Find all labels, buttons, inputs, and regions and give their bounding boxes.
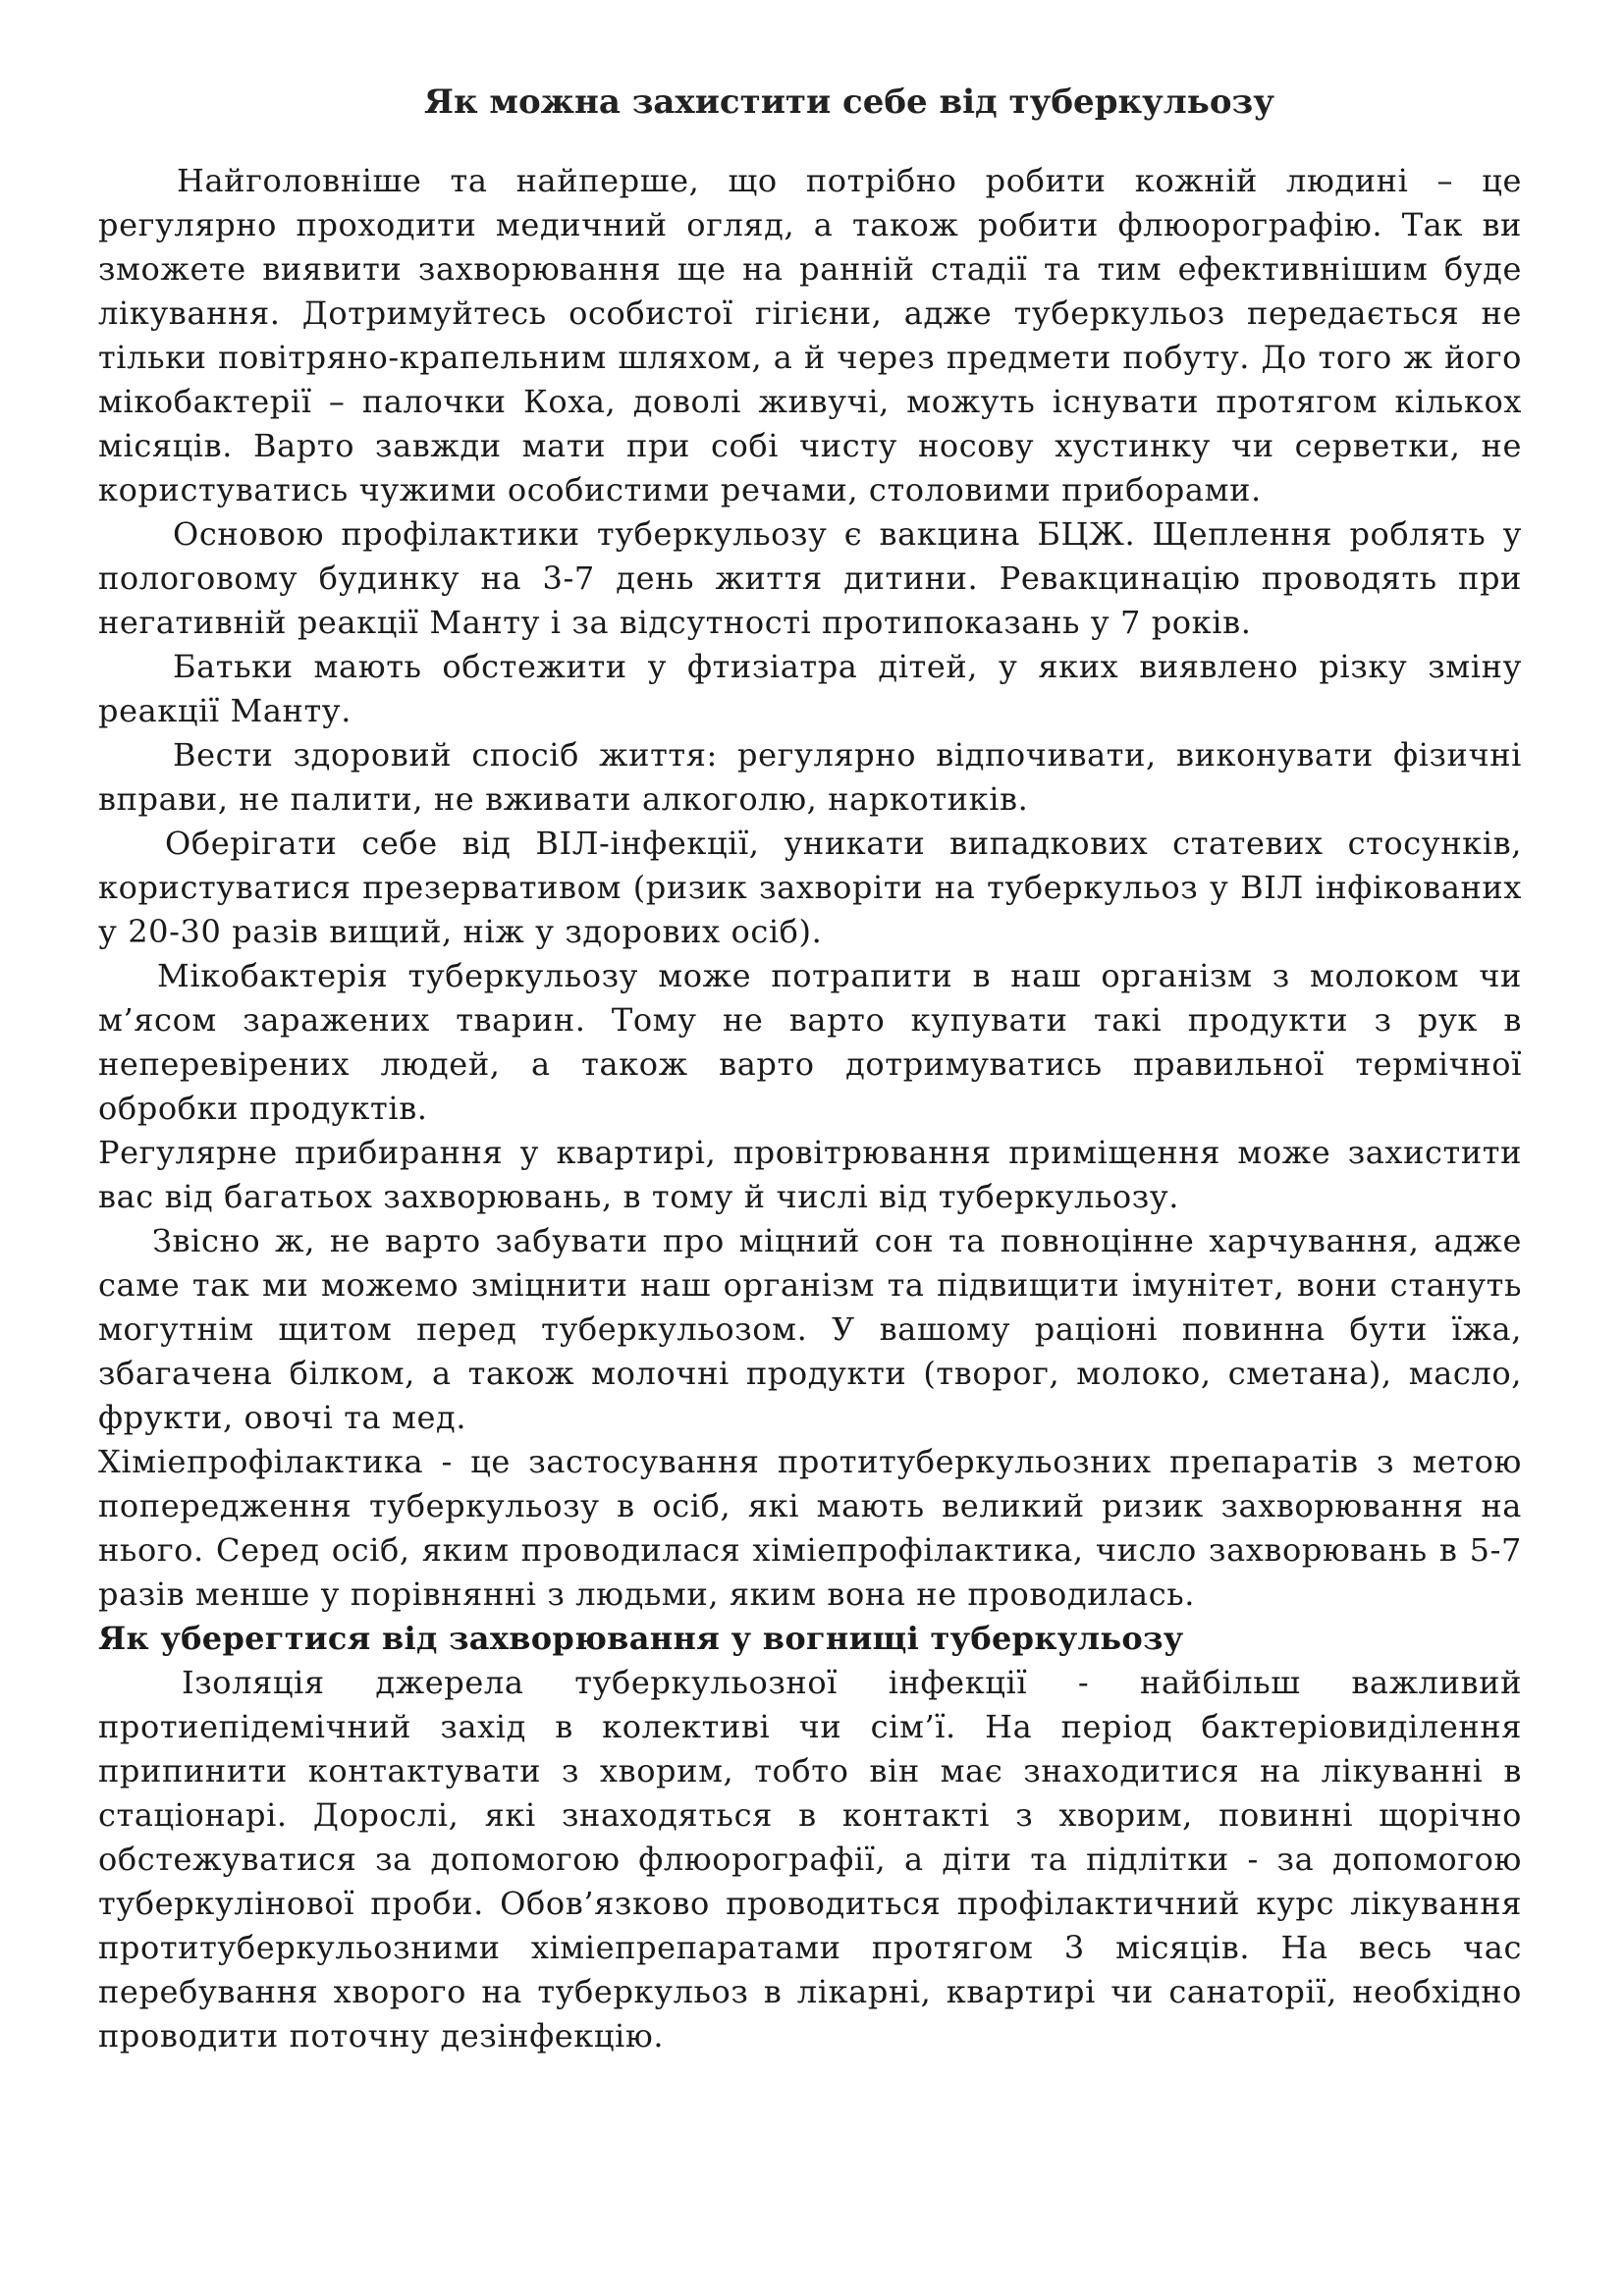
paragraph-cleaning: Регулярне прибирання у квартирі, провітрювання приміщення може захистити вас від багатьох захворювань, в тому й числі від туберкульозу. bbox=[98, 1134, 1522, 1215]
paragraph-chemoprophylaxis: Хіміепрофілактика - це застосування протитуберкульозних препаратів з метою попередження туберкульозу в осіб, які мають великий ризик захворювання на нього. Серед осіб, яким проводилася хіміепрофілактика, число захворювань в 5-7 разів менше у порівнянні з людьми, яким вона не проводилась. bbox=[98, 1443, 1522, 1613]
paragraph-bcg-vaccine: Основою профілактики туберкульозу є вакцина БЦЖ. Щеплення роблять у пологовому будинку на 3-7 день життя дитини. Ревакцинацію проводять при негативній реакції Манту і за відсутності протипоказань у 7 років. bbox=[98, 515, 1522, 641]
paragraph-general-prevention: Найголовніше та найперше, що потрібно робити кожній людині – це регулярно проходити медичний огляд, а також робити флюорографію. Так ви зможете виявити захворювання ще на ранній стадії та тим ефективнішим буде лікування. Дотримуйтесь особистої гігієни, адже туберкульоз передається не тільки повітряно-крапельним шляхом, а й через предмети побуту. До того ж його мікобактерії – палочки Коха, доволі живучі, можуть існувати протягом кількох місяців. Варто завжди мати при собі чисту носову хустинку чи серветки, не користуватись чужими особистими речами, столовими приборами. bbox=[98, 162, 1522, 508]
section-heading: Як уберегтися від захворювання у вогнищі туберкульозу bbox=[98, 1620, 1184, 1657]
paragraph-hiv-protection: Оберігати себе від ВІЛ-інфекції, уникати випадкових статевих стосунків, користуватися презервативом (ризик захворіти на туберкульоз у ВІЛ інфікованих у 20-30 разів вищий, ніж у здорових осіб). bbox=[98, 825, 1522, 950]
paragraph-sleep-nutrition: Звісно ж, не варто забувати про міцний сон та повноцінне харчування, адже саме так ми можемо зміцнити наш організм та підвищити імунітет, вони стануть могутнім щитом перед туберкульозом. У вашому раціоні повинна бути їжа, збагачена білком, а також молочні продукти (творог, молоко, сметана), масло, фрукти, овочі та мед. bbox=[98, 1222, 1522, 1436]
page-title: Як можна захистити себе від туберкульозу bbox=[424, 82, 1274, 122]
paragraph-food-safety: Мікобактерія туберкульозу може потрапити в наш організм з молоком чи м’ясом заражених тварин. Тому не варто купувати такі продукти з рук в неперевірених людей, а також варто дотримуватись правильної термічної обробки продуктів. bbox=[98, 957, 1522, 1127]
paragraph-healthy-lifestyle: Вести здоровий спосіб життя: регулярно відпочивати, виконувати фізичні вправи, не палити, не вживати алкоголю, наркотиків. bbox=[98, 736, 1522, 818]
paragraph-parents-check: Батьки мають обстежити у фтизіатра дітей, у яких виявлено різку зміну реакції Манту. bbox=[98, 648, 1522, 729]
document-body bbox=[98, 80, 1522, 2058]
paragraph-isolation: Ізоляція джерела туберкульозної інфекції - найбільш важливий протиепідемічний захід в колективі чи сім’ї. На період бактеріовиділення припинити контактувати з хворим, тобто він має знаходитися на лікуванні в стаціонарі. Дорослі, які знаходяться в контакті з хворим, повинні щорічно обстежуватися за допомогою флюорографії, а діти та підлітки - за допомогою туберкулінової проби. Обов’язково проводиться профілактичний курс лікування протитуберкульозними хіміепрепаратами протягом 3 місяців. На весь час перебування хворого на туберкульоз в лікарні, квартирі чи санаторії, необхідно проводити поточну дезінфекцію. bbox=[98, 1664, 1522, 2055]
